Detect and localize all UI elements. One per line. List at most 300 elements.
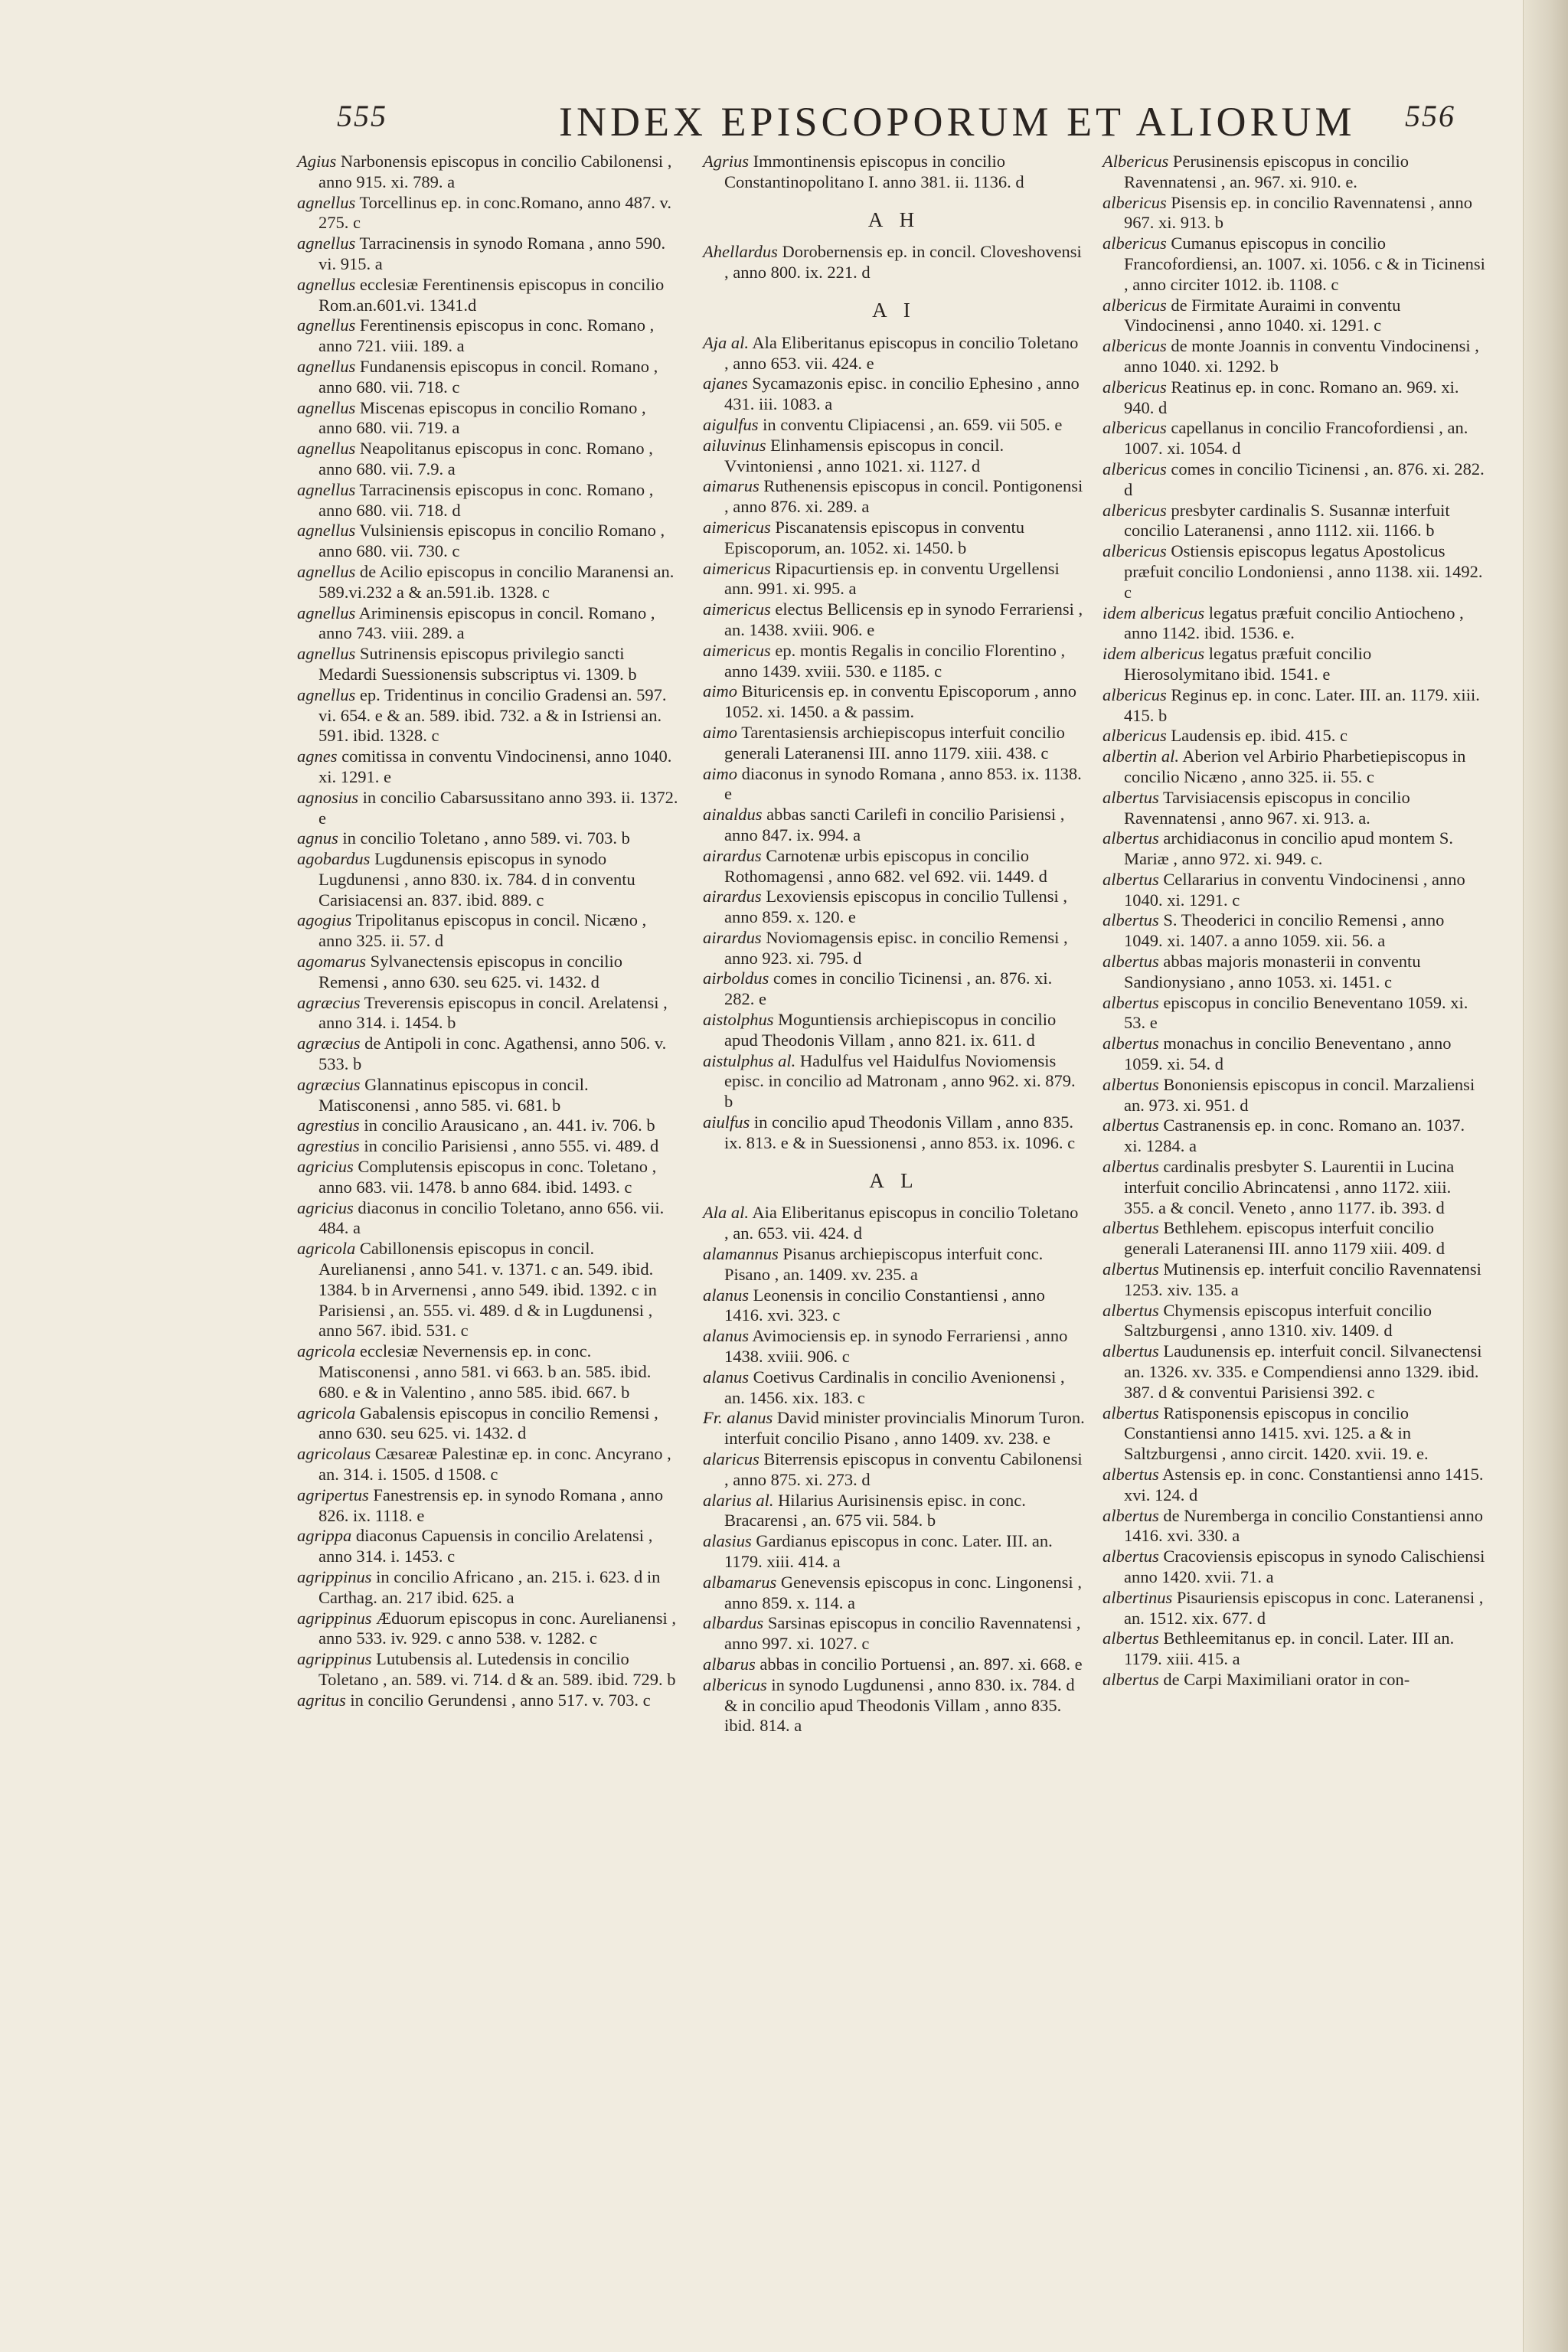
entry-text: in concilio Gerundensi , anno 517. v. 703. c	[350, 1690, 651, 1710]
page-edge	[1523, 0, 1568, 2352]
entry-headword: agrippa	[297, 1526, 352, 1546]
entry-headword: albericus	[1102, 726, 1167, 746]
index-entry	[1102, 234, 1485, 295]
entry-headword: agrippinus	[297, 1566, 372, 1586]
index-entry	[297, 562, 680, 603]
index-entry	[297, 480, 680, 521]
entry-text: diaconus in synodo Romana , anno 853. ix. 1138. e	[724, 763, 1082, 804]
index-entry	[1102, 1670, 1485, 1690]
index-entry	[703, 1285, 1086, 1327]
entry-headword: albamarus	[703, 1572, 777, 1592]
entry-headword: agrestius	[297, 1136, 360, 1156]
entry-headword: alarius al.	[703, 1490, 774, 1510]
entry-headword: Agius	[297, 152, 337, 171]
section-heading: A I	[872, 298, 916, 322]
entry-text: Ariminensis episcopus in concil. Romano , anno 743. viii. 289. a	[318, 603, 655, 643]
entry-text: de Nuremberga in concilio Constantiensi anno 1416. xvi. 330. a	[1124, 1505, 1484, 1546]
index-entry	[297, 439, 680, 480]
entry-headword: aistolphus	[703, 1010, 774, 1030]
index-entry	[297, 1157, 680, 1198]
index-entry	[703, 1326, 1086, 1367]
entry-text: comes in concilio Ticinensi , an. 876. xi. 282. e	[724, 969, 1053, 1009]
entry-headword: agricola	[297, 1239, 356, 1259]
entry-headword: airboldus	[703, 969, 769, 988]
entry-text: Piscanatensis episcopus in conventu Episcoporum, an. 1052. xi. 1450. b	[724, 517, 1024, 557]
entry-headword: agnellus	[297, 684, 356, 704]
index-entry	[703, 1244, 1086, 1285]
index-entry	[297, 1609, 680, 1650]
entry-text: Biterrensis episcopus in conventu Cabilonensi , anno 875. xi. 273. d	[724, 1449, 1083, 1489]
index-entry	[1102, 1075, 1485, 1116]
index-entry	[703, 764, 1086, 805]
entry-text: episcopus in concilio Beneventano 1059. xi. 53. e	[1124, 992, 1468, 1033]
entry-text: de Firmitate Auraimi in conventu Vindocinensi , anno 1040. xi. 1291. c	[1124, 295, 1401, 335]
entry-headword: agnellus	[297, 561, 356, 581]
entry-headword: agnellus	[297, 192, 356, 212]
entry-headword: alanus	[703, 1367, 750, 1387]
index-entry	[703, 333, 1086, 374]
entry-text: Tarvisiacensis episcopus in concilio Ravennatensi , anno 967. xi. 913. a.	[1124, 787, 1410, 828]
entry-text: Lugdunensis episcopus in synodo Lugdunensi , anno 830. ix. 784. d in conventu Carisiacensi an. 837. ibid. 889. c	[318, 849, 635, 910]
entry-text: diaconus Capuensis in concilio Arelatensi , anno 314. i. 1453. c	[318, 1526, 653, 1566]
entry-text: abbas in concilio Portuensi , an. 897. xi. 668. e	[760, 1654, 1083, 1674]
entry-text: ep. Tridentinus in concilio Gradensi an. 597. vi. 654. e & an. 589. ibid. 732. a & in Istriensi an. 591. ibid. 1328. c	[318, 684, 667, 746]
entry-text: in concilio Cabarsussitano anno 393. ii. 1372. e	[318, 787, 678, 828]
entry-text: Fundanensis episcopus in concil. Romano , anno 680. vii. 718. c	[318, 356, 658, 397]
entry-text: Bethlehem. episcopus interfuit concilio generali Lateranensi III. anno 1179 xiii. 409. d	[1124, 1218, 1446, 1259]
index-entry	[703, 1675, 1086, 1736]
index-entry	[703, 1367, 1086, 1409]
entry-text: Coetivus Cardinalis in concilio Avenionensi , an. 1456. xix. 183. c	[724, 1367, 1065, 1407]
index-entry	[1102, 870, 1485, 911]
entry-text: Aberion vel Arbirio Pharbetiepiscopus in concilio Nicæno , anno 325. ii. 55. c	[1124, 746, 1466, 786]
entry-text: in conventu Clipiacensi , an. 659. vii 505. e	[763, 414, 1063, 434]
entry-text: de Carpi Maximiliani orator in con-	[1163, 1669, 1410, 1689]
entry-text: ecclesiæ Ferentinensis episcopus in concilio Rom.an.601.vi. 1341.d	[318, 274, 665, 315]
index-entry	[1102, 726, 1485, 746]
entry-text: Pisauriensis episcopus in conc. Lateranensi , an. 1512. xix. 677. d	[1124, 1587, 1484, 1628]
index-entry	[703, 1491, 1086, 1532]
page-number-right: 556	[1405, 99, 1455, 133]
entry-headword: aimericus	[703, 599, 771, 619]
entry-text: de monte Joannis in conventu Vindocinensi , anno 1040. xi. 1292. b	[1124, 336, 1479, 376]
index-entry	[297, 993, 680, 1034]
index-column-1	[297, 152, 680, 1711]
index-entry	[297, 746, 680, 788]
index-entry	[297, 1403, 680, 1445]
entry-text: Sylvanectensis episcopus in concilio Remensi , anno 630. seu 625. vi. 1432. d	[318, 952, 622, 991]
entry-text: Noviomagensis episc. in concilio Remensi , anno 923. xi. 795. d	[724, 927, 1068, 968]
index-entry	[703, 599, 1086, 641]
index-entry	[703, 1203, 1086, 1244]
entry-headword: albertus	[1102, 952, 1159, 972]
index-entry	[703, 1531, 1086, 1573]
entry-text: Sycamazonis episc. in concilio Ephesino , anno 431. iii. 1083. a	[724, 374, 1080, 414]
entry-text: Reginus ep. in conc. Later. III. an. 1179. xiii. 415. b	[1124, 684, 1480, 725]
entry-text: Bethleemitanus ep. in concil. Later. III an. 1179. xiii. 415. a	[1124, 1628, 1455, 1669]
index-entry	[297, 1239, 680, 1341]
entry-headword: agogius	[297, 910, 352, 930]
index-entry	[297, 1526, 680, 1567]
entry-text: Fanestrensis ep. in synodo Romana , anno 826. ix. 1118. e	[318, 1485, 664, 1525]
entry-headword: agnellus	[297, 315, 356, 335]
entry-headword: agnellus	[297, 397, 356, 417]
entry-headword: aiulfus	[703, 1112, 750, 1132]
index-entry	[1102, 541, 1485, 603]
entry-headword: agrippinus	[297, 1608, 372, 1628]
entry-headword: agricolaus	[297, 1444, 371, 1464]
entry-text: Sarsinas episcopus in concilio Ravennatensi , anno 997. xi. 1027. c	[724, 1613, 1081, 1654]
index-entry	[1102, 459, 1485, 501]
entry-text: Cumanus episcopus in concilio Francofordiensi, an. 1007. xi. 1056. c & in Ticinensi , anno circiter 1012. ib. 1108. c	[1124, 234, 1485, 294]
entry-headword: agricola	[297, 1341, 356, 1361]
index-entry	[1102, 603, 1485, 645]
index-entry	[1102, 1628, 1485, 1670]
entry-text: Leonensis in concilio Constantiensi , anno 1416. xvi. 323. c	[724, 1285, 1045, 1325]
index-entry	[703, 1408, 1086, 1449]
entry-headword: albertus	[1102, 1547, 1159, 1566]
entry-headword: albericus	[1102, 459, 1167, 479]
entry-headword: albertus	[1102, 1465, 1159, 1484]
index-entry	[297, 1198, 680, 1240]
entry-text: Hadulfus vel Haidulfus Noviomensis episc. in concilio ad Matronam , anno 962. xi. 879. b	[724, 1050, 1076, 1112]
entry-headword: albericus	[1102, 541, 1167, 561]
entry-headword: Aja al.	[703, 332, 749, 352]
index-entry	[703, 887, 1086, 928]
index-entry	[297, 910, 680, 952]
index-entry	[703, 1010, 1086, 1051]
index-entry	[297, 1341, 680, 1403]
index-entry	[703, 476, 1086, 518]
entry-text: Elinhamensis episcopus in concil. Vvintoniensi , anno 1021. xi. 1127. d	[724, 435, 1004, 475]
entry-headword: agrippinus	[297, 1649, 372, 1669]
entry-text: Neapolitanus episcopus in conc. Romano , anno 680. vii. 7.9. a	[318, 439, 653, 479]
index-entry	[703, 928, 1086, 969]
entry-text: Ratisponensis episcopus in concilio Constantiensi anno 1415. xvi. 125. a & in Saltzburgensi , anno circit. 1420. xvii. 19. e.	[1124, 1403, 1429, 1464]
entry-headword: albericus	[1102, 684, 1167, 704]
index-entry	[297, 1567, 680, 1609]
entry-text: Reatinus ep. in conc. Romano an. 969. xi. 940. d	[1124, 377, 1459, 417]
entry-headword: agnellus	[297, 644, 356, 664]
index-entry	[703, 1613, 1086, 1655]
entry-text: Avimociensis ep. in synodo Ferrariensi , anno 1438. xviii. 906. c	[724, 1326, 1068, 1367]
entry-text: Sutrinensis episcopus privilegio sancti Medardi Suessionensis subscriptus vi. 1309. b	[318, 644, 637, 684]
index-entry	[1102, 993, 1485, 1034]
entry-headword: agripertus	[297, 1485, 369, 1504]
page-number-left: 555	[337, 99, 387, 133]
entry-headword: aimo	[703, 763, 737, 783]
entry-headword: albertus	[1102, 992, 1159, 1012]
section-heading: A L	[869, 1168, 920, 1192]
index-entry	[297, 1075, 680, 1116]
index-entry	[1102, 910, 1485, 952]
entry-text: Vulsiniensis episcopus in concilio Romano , anno 680. vii. 730. c	[318, 521, 665, 561]
index-entry	[1102, 1218, 1485, 1259]
entry-text: Gabalensis episcopus in concilio Remensi , anno 630. seu 625. vi. 1432. d	[318, 1403, 658, 1443]
index-entry	[297, 1444, 680, 1485]
entry-headword: albertus	[1102, 1116, 1159, 1135]
entry-text: Carnotenæ urbis episcopus in concilio Rothomagensi , anno 682. vel 692. vii. 1449. d	[724, 845, 1047, 886]
entry-headword: Albericus	[1102, 152, 1169, 171]
index-entry	[297, 952, 680, 993]
index-entry	[1102, 952, 1485, 993]
entry-text: Tripolitanus episcopus in concil. Nicæno , anno 325. ii. 57. d	[318, 910, 647, 951]
index-entry	[703, 1112, 1086, 1154]
index-entry	[297, 1136, 680, 1157]
entry-headword: agnus	[297, 828, 338, 848]
entry-text: cardinalis presbyter S. Laurentii in Lucina interfuit concilio Abrincatensi , anno 1172. xiii. 355. a & concil. Veneto , anno 1177. ib. 393. d	[1124, 1157, 1455, 1217]
entry-headword: albericus	[1102, 377, 1167, 397]
entry-text: Aia Eliberitanus episcopus in concilio Toletano , an. 653. vii. 424. d	[724, 1203, 1079, 1243]
index-entry	[297, 1116, 680, 1136]
entry-headword: agritus	[297, 1690, 346, 1710]
entry-text: Chymensis episcopus interfuit concilio Saltzburgensi , anno 1310. xiv. 1409. d	[1124, 1300, 1432, 1341]
entry-headword: agnellus	[297, 479, 356, 499]
entry-headword: albericus	[1102, 418, 1167, 438]
entry-text: Bituricensis ep. in conventu Episcoporum , anno 1052. xi. 1450. a & passim.	[724, 681, 1077, 722]
index-entry	[703, 436, 1086, 477]
index-entry	[297, 193, 680, 234]
entry-headword: albericus	[1102, 500, 1167, 520]
index-entry	[1102, 1301, 1485, 1342]
entry-text: Cæsareæ Palestinæ ep. in conc. Ancyrano , an. 314. i. 1505. d 1508. c	[318, 1444, 671, 1484]
entry-headword: albertus	[1102, 869, 1159, 889]
entry-headword: albericus	[1102, 192, 1167, 212]
entry-headword: albericus	[1102, 295, 1167, 315]
index-entry	[703, 152, 1086, 193]
index-entry	[703, 1655, 1086, 1675]
index-entry	[1102, 685, 1485, 727]
index-entry	[1102, 1465, 1485, 1506]
running-header	[337, 98, 1531, 152]
entry-text: archidiaconus in concilio apud montem S. Mariæ , anno 972. xi. 949. c.	[1124, 828, 1454, 869]
entry-text: Æduorum episcopus in conc. Aurelianensi , anno 533. iv. 929. c anno 538. v. 1282. c	[318, 1608, 676, 1648]
entry-text: Astensis ep. in conc. Constantiensi anno 1415. xvi. 124. d	[1124, 1465, 1484, 1504]
index-entry	[297, 788, 680, 829]
entry-headword: airardus	[703, 845, 762, 865]
index-entry	[297, 521, 680, 562]
entry-headword: aimericus	[703, 517, 771, 537]
entry-headword: alasius	[703, 1531, 752, 1551]
entry-headword: airardus	[703, 927, 762, 947]
entry-headword: albericus	[703, 1674, 767, 1694]
entry-text: Bononiensis episcopus in concil. Marzaliensi an. 973. xi. 951. d	[1124, 1074, 1475, 1115]
entry-headword: alanus	[703, 1285, 750, 1305]
entry-headword: albardus	[703, 1613, 764, 1633]
entry-headword: agricius	[297, 1197, 354, 1217]
entry-headword: aigulfus	[703, 414, 759, 434]
entry-headword: albertus	[1102, 1034, 1159, 1054]
entry-headword: agrestius	[297, 1116, 360, 1135]
entry-text: presbyter cardinalis S. Susannæ interfuit concilio Lateranensi , anno 1112. xii. 1166. b	[1124, 500, 1450, 541]
entry-text: in concilio Africano , an. 215. i. 623. d in Carthag. an. 217 ibid. 625. a	[318, 1566, 661, 1607]
entry-text: Castranensis ep. in conc. Romano an. 1037. xi. 1284. a	[1124, 1116, 1465, 1156]
entry-headword: agricola	[297, 1403, 356, 1423]
index-entry	[1102, 644, 1485, 685]
entry-headword: agnellus	[297, 439, 356, 459]
index-entry	[1102, 746, 1485, 788]
index-entry	[297, 849, 680, 910]
entry-headword: airardus	[703, 887, 762, 906]
entry-headword: idem albericus	[1102, 603, 1205, 622]
entry-text: in concilio Toletano , anno 589. vi. 703. b	[342, 828, 630, 848]
entry-headword: agnellus	[297, 274, 356, 294]
entry-text: Ripacurtiensis ep. in conventu Urgellensi ann. 991. xi. 995. a	[724, 558, 1060, 599]
entry-headword: albertin al.	[1102, 746, 1179, 766]
entry-headword: Ahellardus	[703, 242, 778, 262]
entry-text: de Antipoli in conc. Agathensi, anno 506. v. 533. b	[318, 1034, 667, 1074]
entry-text: Miscenas episcopus in concilio Romano , anno 680. vii. 719. a	[318, 397, 646, 438]
index-entry	[1102, 828, 1485, 870]
entry-headword: idem albericus	[1102, 644, 1205, 664]
entry-headword: agnellus	[297, 603, 356, 622]
entry-text: Ala Eliberitanus episcopus in concilio Toletano , anno 653. vii. 424. e	[724, 332, 1079, 373]
index-entry	[703, 969, 1086, 1010]
entry-headword: albertus	[1102, 1157, 1159, 1177]
entry-text: Narbonensis episcopus in concilio Cabilonensi , anno 915. xi. 789. a	[318, 152, 672, 191]
entry-text: abbas majoris monasterii in conventu Sandionysiano , anno 1053. xi. 1451. c	[1124, 952, 1421, 991]
entry-text: Complutensis episcopus in conc. Toletano , anno 683. vii. 1478. b anno 684. ibid. 1493. c	[318, 1157, 657, 1197]
entry-headword: aimericus	[703, 558, 771, 578]
entry-text: in concilio Parisiensi , anno 555. vi. 489. d	[364, 1136, 659, 1156]
index-entry	[703, 1051, 1086, 1112]
entry-headword: aimericus	[703, 640, 771, 660]
index-entry	[297, 275, 680, 316]
entry-headword: agnellus	[297, 521, 356, 541]
entry-headword: Agrius	[703, 152, 750, 171]
entry-headword: albertus	[1102, 1259, 1159, 1279]
index-column-3	[1102, 152, 1485, 1690]
entry-headword: albericus	[1102, 336, 1167, 356]
entry-headword: Fr. alanus	[703, 1408, 773, 1428]
entry-headword: albertus	[1102, 1669, 1159, 1689]
entry-text: comitissa in conventu Vindocinensi, anno 1040. xi. 1291. e	[318, 746, 672, 786]
index-entry	[1102, 1506, 1485, 1547]
index-entry	[1102, 377, 1485, 419]
entry-text: ep. montis Regalis in concilio Florentino , anno 1439. xviii. 530. e 1185. c	[724, 640, 1066, 681]
entry-text: abbas sancti Carilefi in concilio Parisiensi , anno 847. ix. 994. a	[724, 805, 1065, 844]
index-entry	[703, 805, 1086, 846]
index-entry	[1102, 152, 1485, 193]
entry-headword: agnes	[297, 746, 338, 766]
index-entry	[703, 415, 1086, 436]
entry-headword: agnellus	[297, 356, 356, 376]
entry-text: Glannatinus episcopus in concil. Matisconensi , anno 585. vi. 681. b	[318, 1074, 589, 1115]
entry-text: S. Theoderici in concilio Remensi , anno 1049. xi. 1407. a anno 1059. xii. 56. a	[1124, 910, 1445, 951]
entry-headword: Ala al.	[703, 1203, 749, 1223]
entry-text: Cabillonensis episcopus in concil. Aurelianensi , anno 541. v. 1371. c an. 549. ibid. 1384. b in Arvernensi , anno 549. ibid. 1392. c in Parisiensi , an. 555. vi. 489. d & in Lugdunensi , anno 567. ibid. 531. c	[318, 1239, 657, 1341]
entry-text: comes in concilio Ticinensi , an. 876. xi. 282. d	[1124, 459, 1485, 499]
entry-text: Treverensis episcopus in concil. Arelatensi , anno 314. i. 1454. b	[318, 992, 668, 1033]
entry-headword: agræcius	[297, 1074, 361, 1094]
entry-headword: aistulphus al.	[703, 1050, 796, 1070]
index-entry	[703, 1573, 1086, 1614]
entry-text: Perusinensis episcopus in concilio Ravennatensi , an. 967. xi. 910. e.	[1124, 152, 1409, 191]
entry-headword: alamannus	[703, 1244, 779, 1264]
entry-text: Gardianus episcopus in conc. Later. III. an. 1179. xiii. 414. a	[724, 1531, 1053, 1571]
index-entry	[297, 398, 680, 439]
entry-headword: albericus	[1102, 234, 1167, 253]
index-entry	[703, 846, 1086, 887]
index-entry	[297, 357, 680, 398]
entry-headword: ailuvinus	[703, 435, 766, 455]
entry-headword: alaricus	[703, 1449, 760, 1469]
entry-headword: agnellus	[297, 234, 356, 253]
index-entry	[1102, 336, 1485, 377]
index-entry	[1102, 1157, 1485, 1218]
index-entry	[1102, 1341, 1485, 1403]
entry-text: Ostiensis episcopus legatus Apostolicus præfuit concilio Londoniensi , anno 1138. xii. 1492. c	[1124, 541, 1483, 602]
entry-headword: albertus	[1102, 1218, 1159, 1238]
entry-text: Dorobernensis ep. in concil. Cloveshovensi , anno 800. ix. 221. d	[724, 242, 1082, 283]
index-entry	[1102, 1403, 1485, 1465]
entry-text: Ferentinensis episcopus in conc. Romano , anno 721. viii. 189. a	[318, 315, 655, 356]
entry-text: ecclesiæ Nevernensis ep. in conc. Matisconensi , anno 581. vi 663. b an. 585. ibid. 680. e & in Valentino , anno 585. ibid. 667. b	[318, 1341, 652, 1402]
entry-headword: albertus	[1102, 1628, 1159, 1648]
entry-text: Lexoviensis episcopus in concilio Tullensi , anno 859. x. 120. e	[724, 887, 1068, 927]
entry-text: Torcellinus ep. in conc.Romano, anno 487. v. 275. c	[318, 192, 671, 233]
entry-text: Lutubensis al. Lutedensis in concilio Toletano , an. 589. vi. 714. d & an. 589. ibid. 729. b	[318, 1649, 676, 1689]
entry-headword: alanus	[703, 1326, 750, 1346]
entry-headword: agræcius	[297, 992, 361, 1012]
entry-text: Laudensis ep. ibid. 415. c	[1171, 726, 1348, 746]
index-entry	[703, 681, 1086, 723]
entry-text: in concilio apud Theodonis Villam , anno 835. ix. 813. e & in Suessionensi , anno 853. ix. 1096. c	[724, 1112, 1076, 1152]
section-heading: A H	[867, 207, 921, 231]
entry-text: Immontinensis episcopus in concilio Constantinopolitano I. anno 381. ii. 1136. d	[724, 152, 1024, 191]
index-entry	[297, 152, 680, 193]
entry-text: in concilio Arausicano , an. 441. iv. 706. b	[364, 1116, 655, 1135]
index-entry	[297, 828, 680, 849]
entry-text: Cracoviensis episcopus in synodo Calischiensi anno 1420. xvii. 71. a	[1124, 1547, 1485, 1586]
entry-headword: albertus	[1102, 1074, 1159, 1094]
entry-text: legatus præfuit concilio Antiocheno , anno 1142. ibid. 1536. e.	[1124, 603, 1464, 643]
entry-text: David minister provincialis Minorum Turon. interfuit concilio Pisano , anno 1409. xv. 238. e	[724, 1408, 1085, 1449]
index-entry	[703, 518, 1086, 559]
entry-text: legatus præfuit concilio Hierosolymitano ibid. 1541. e	[1124, 644, 1372, 684]
index-entry	[1102, 296, 1485, 337]
page-title: INDEX EPISCOPORUM ET ALIORUM	[559, 99, 1356, 145]
entry-text: monachus in concilio Beneventano , anno 1059. xi. 54. d	[1124, 1034, 1452, 1074]
index-entry	[297, 1690, 680, 1711]
index-entry	[703, 242, 1086, 283]
entry-text: Mutinensis ep. interfuit concilio Ravennatensi 1253. xiv. 135. a	[1124, 1259, 1481, 1299]
entry-headword: albertus	[1102, 828, 1159, 848]
entry-headword: agnosius	[297, 787, 359, 807]
index-entry	[703, 374, 1086, 415]
index-entry	[703, 1449, 1086, 1491]
entry-headword: agomarus	[297, 952, 367, 972]
entry-text: Moguntiensis archiepiscopus in concilio apud Theodonis Villam , anno 821. ix. 611. d	[724, 1010, 1057, 1050]
entry-headword: aimarus	[703, 476, 760, 496]
entry-text: de Acilio episcopus in concilio Maranensi an. 589.vi.232 a & an.591.ib. 1328. c	[318, 561, 675, 602]
entry-text: Tarracinensis in synodo Romana , anno 590. vi. 915. a	[318, 234, 666, 273]
index-entry	[1102, 193, 1485, 234]
index-entry	[297, 234, 680, 275]
index-entry	[297, 685, 680, 746]
index-entry	[1102, 1034, 1485, 1075]
index-entry	[297, 1034, 680, 1075]
index-entry	[297, 644, 680, 685]
entry-headword: albertus	[1102, 1300, 1159, 1320]
entry-headword: albertus	[1102, 1341, 1159, 1361]
entry-headword: agobardus	[297, 849, 371, 869]
entry-headword: ajanes	[703, 374, 748, 394]
index-entry	[1102, 788, 1485, 829]
entry-headword: agræcius	[297, 1034, 361, 1054]
entry-headword: albarus	[703, 1654, 756, 1674]
index-entry	[297, 1485, 680, 1527]
